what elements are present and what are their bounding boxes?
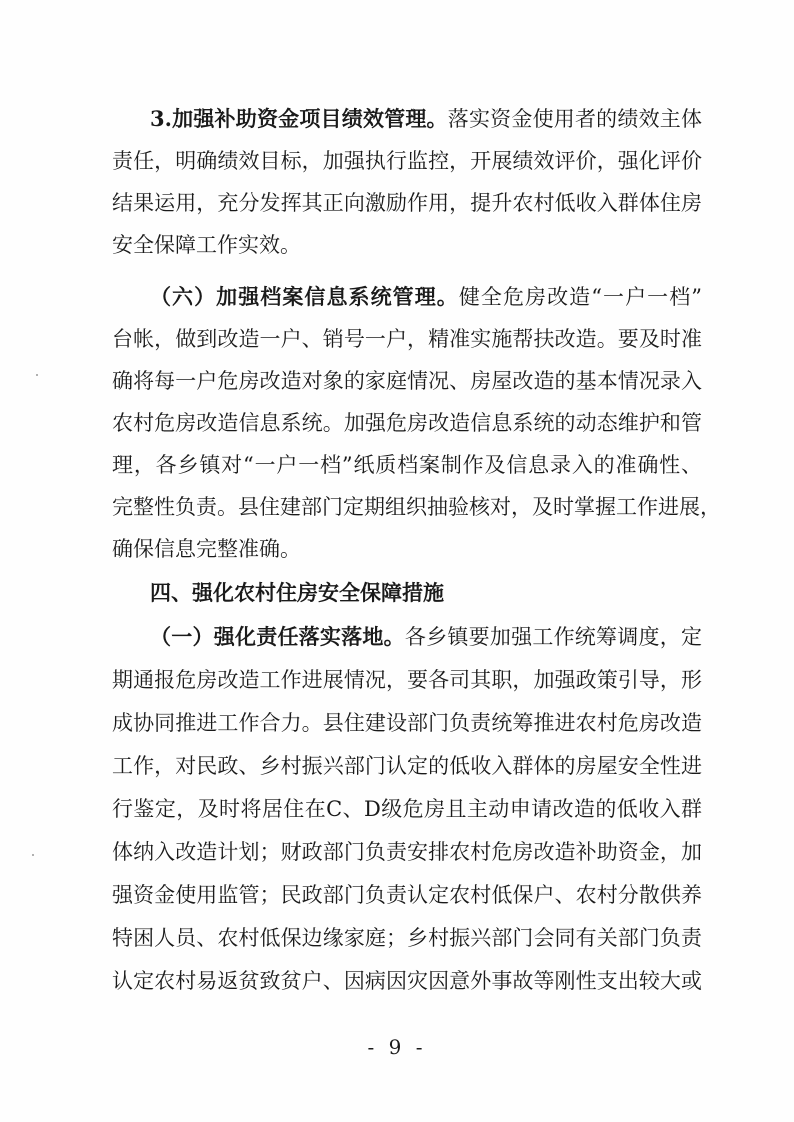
paragraph-2-text: 健全危房改造“一户一档” — [458, 285, 702, 309]
paragraph-2-line-5: 理，各乡镇对“一户一档”纸质档案制作及信息录入的准确性、 — [112, 453, 702, 477]
scan-speck — [32, 854, 34, 856]
paragraph-1-line-2: 责任，明确绩效目标，加强执行监控，开展绩效评价，强化评价 — [112, 149, 702, 173]
paragraph-3-text: 各乡镇要加强工作统筹调度，定 — [404, 625, 703, 649]
paragraph-3-lead: （一）强化责任落实落地。 — [150, 624, 405, 649]
paragraph-2-lead: （六）加强档案信息系统管理。 — [150, 284, 459, 309]
paragraph-1-line-3: 结果运用，充分发挥其正向激励作用，提升农村低收入群体住房 — [112, 191, 702, 215]
paragraph-2-line-3: 确将每一户危房改造对象的家庭情况、房屋改造的基本情况录入 — [112, 369, 702, 393]
paragraph-1-text: 落实资金使用者的绩效主体 — [447, 107, 702, 131]
paragraph-3-line-2: 期通报危房改造工作进展情况，要各司其职，加强政策引导，形 — [112, 668, 702, 692]
paragraph-2-line-2: 台帐，做到改造一户、销号一户，精准实施帮扶改造。要及时准 — [112, 327, 702, 351]
paragraph-1-line-1 — [150, 104, 702, 134]
scan-speck — [36, 374, 38, 376]
paragraph-1-lead: 3.加强补助资金项目绩效管理。 — [150, 106, 448, 131]
paragraph-3-line-8: 特困人员、农村低保边缘家庭；乡村振兴部门会同有关部门负责 — [112, 926, 702, 950]
paragraph-1-line-4: 安全保障工作实效。 — [112, 233, 301, 257]
paragraph-3-line-9: 认定农村易返贫致贫户、因病因灾因意外事故等刚性支出较大或 — [112, 969, 702, 993]
paragraph-3-line-4: 工作，对民政、乡村振兴部门认定的低收入群体的房屋安全性进 — [112, 754, 702, 778]
paragraph-2-line-1 — [150, 282, 702, 312]
paragraph-3-line-7: 强资金使用监管；民政部门负责认定农村低保户、农村分散供养 — [112, 883, 702, 907]
page-number: - 9 - — [367, 1035, 427, 1059]
paragraph-2-line-6: 完整性负责。县住建部门定期组织抽验核对，及时掌握工作进展， — [112, 495, 721, 519]
paragraph-2-line-7: 确保信息完整准确。 — [112, 537, 301, 561]
paragraph-3-line-1 — [150, 622, 702, 652]
paragraph-3-line-5: 行鉴定，及时将居住在C、D级危房且主动申请改造的低收入群 — [112, 797, 702, 821]
section-heading: 四、强化农村住房安全保障措施 — [150, 580, 444, 605]
paragraph-2-line-4: 农村危房改造信息系统。加强危房改造信息系统的动态维护和管 — [112, 411, 702, 435]
paragraph-3-line-6: 体纳入改造计划；财政部门负责安排农村危房改造补助资金，加 — [112, 840, 702, 864]
paragraph-3-line-3: 成协同推进工作合力。县住建设部门负责统筹推进农村危房改造 — [112, 711, 702, 735]
